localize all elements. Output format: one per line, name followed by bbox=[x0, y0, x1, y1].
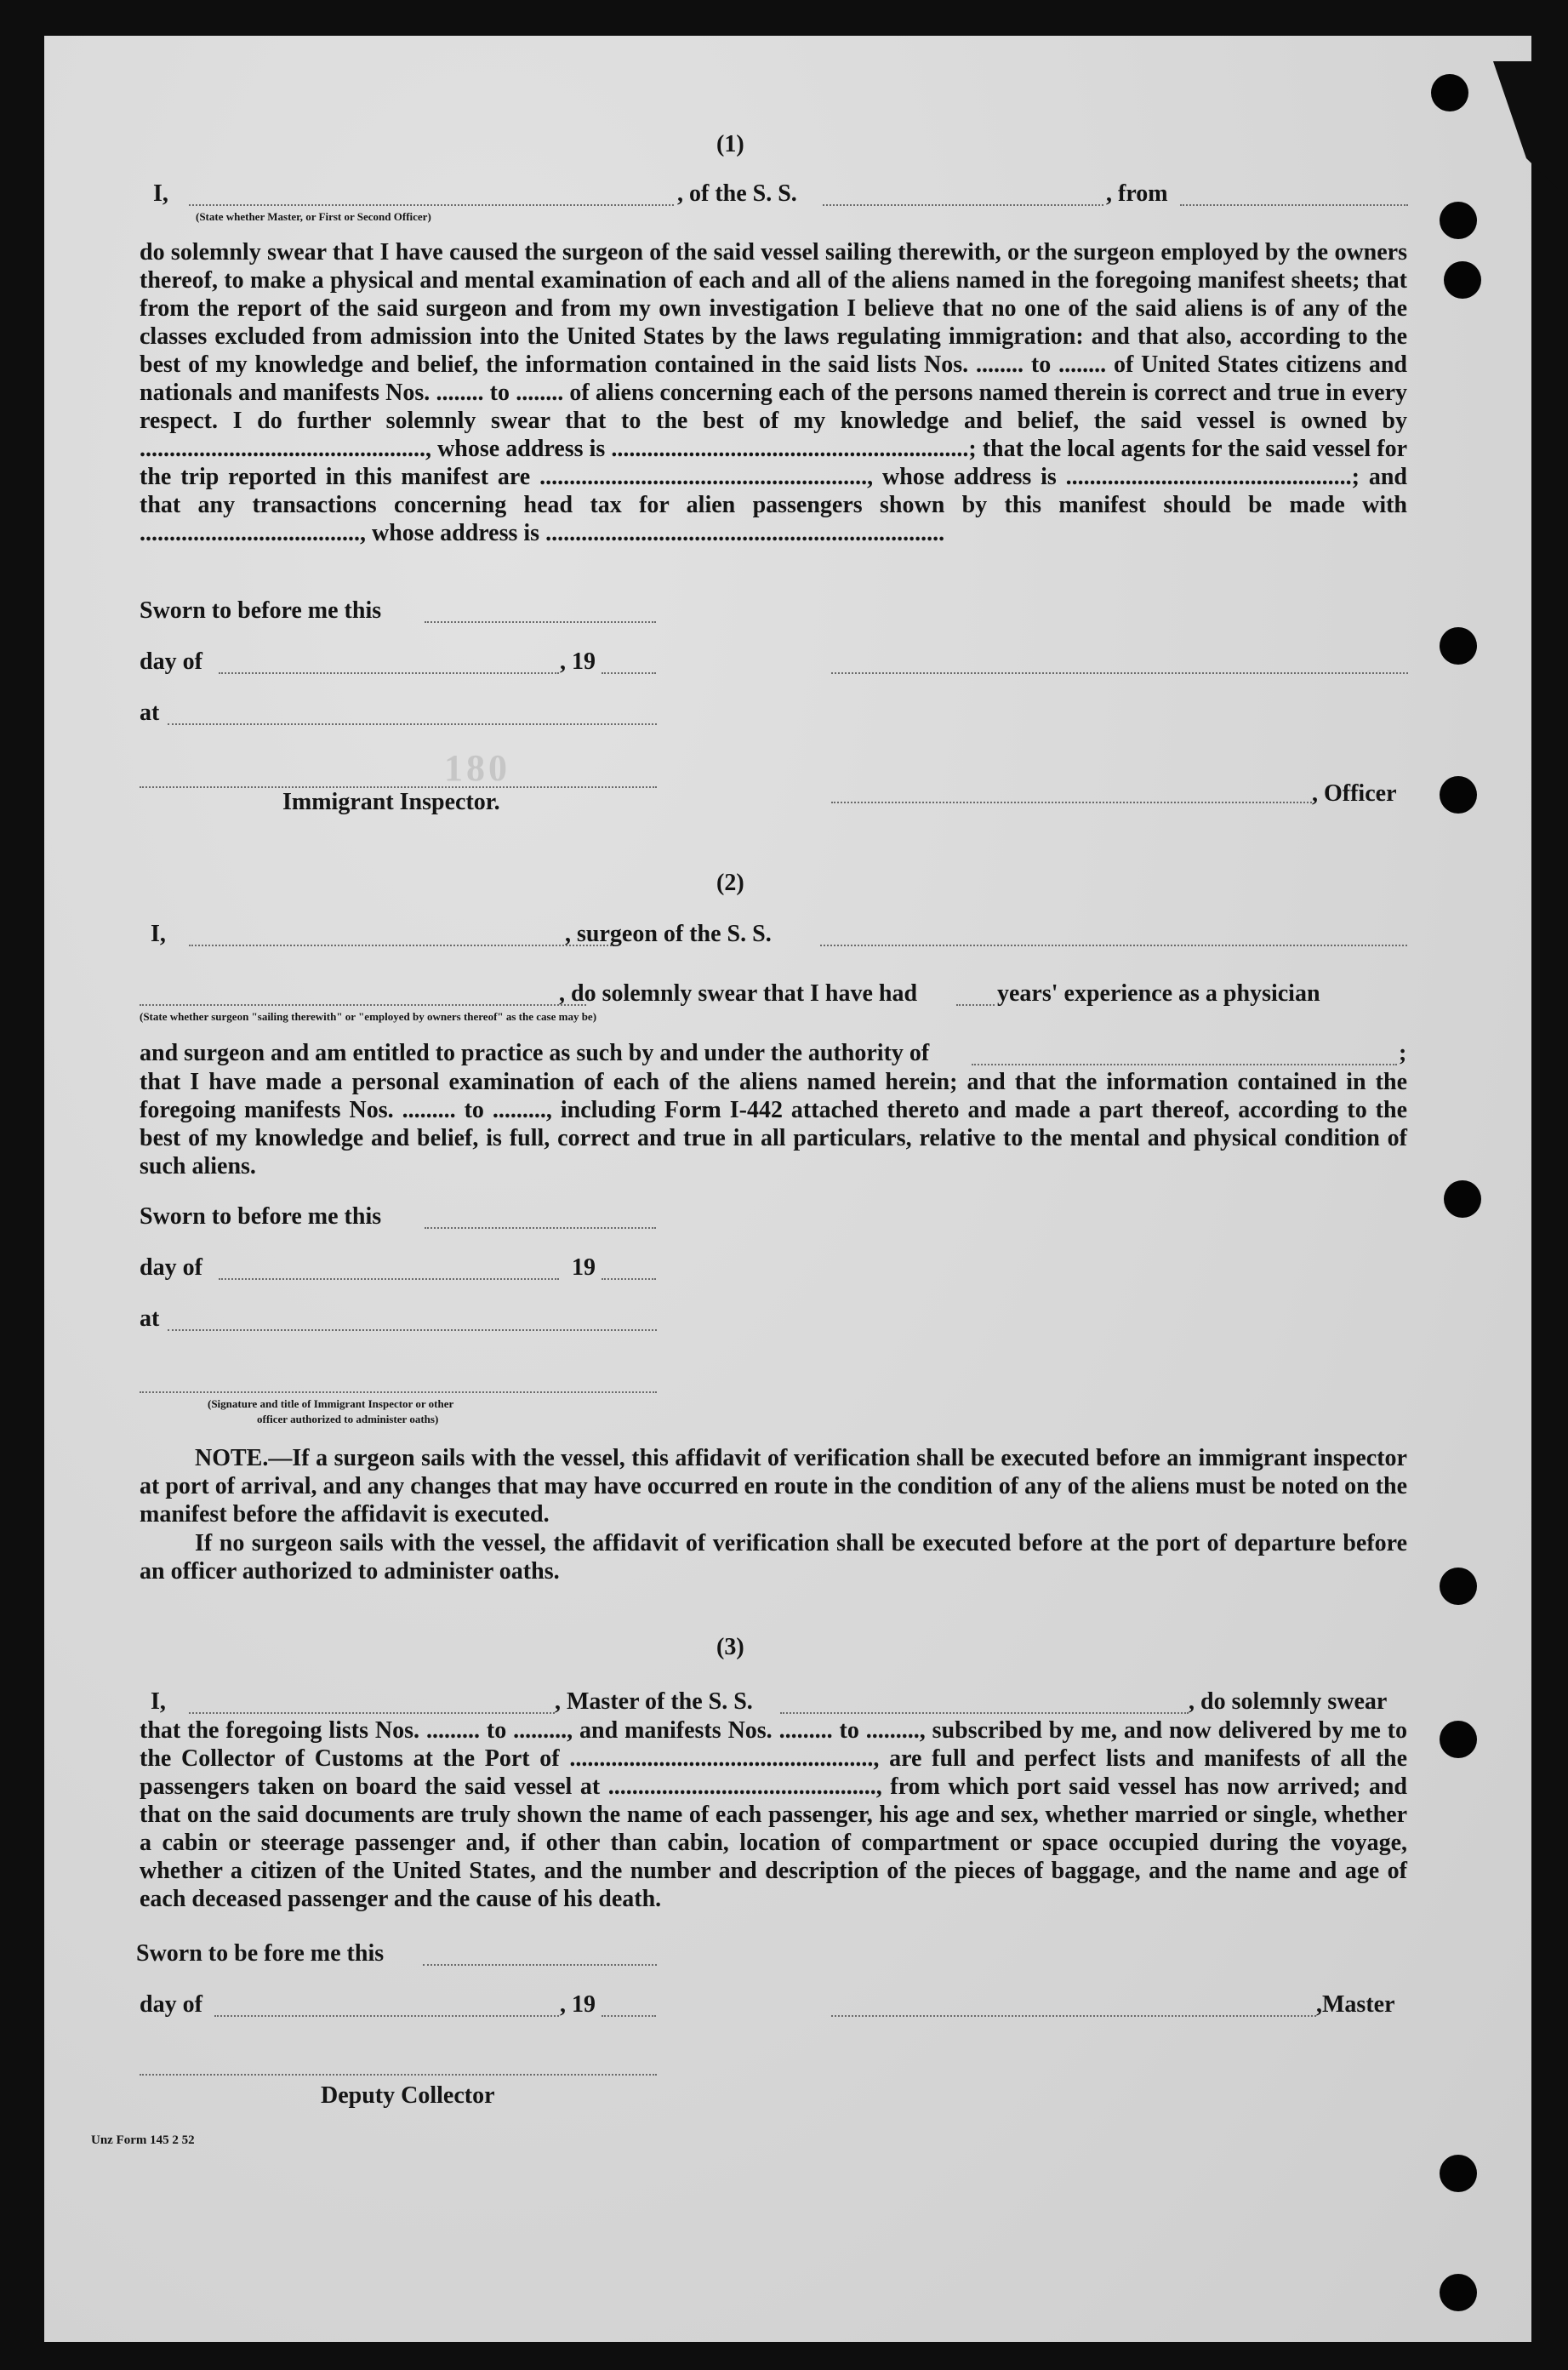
of-the-ss-label: , of the S. S. bbox=[677, 180, 797, 207]
officer-label: , Officer bbox=[1312, 780, 1397, 807]
deputy-collector-label: Deputy Collector bbox=[321, 2082, 495, 2109]
section-3-i: I, bbox=[151, 1688, 166, 1715]
torn-corner bbox=[1482, 61, 1568, 223]
surgeon-of-label: , surgeon of the S. S. bbox=[565, 921, 772, 947]
year-field-3[interactable] bbox=[602, 2015, 656, 2017]
punch-hole bbox=[1444, 261, 1481, 299]
section-1-number: (1) bbox=[716, 131, 744, 157]
year-field[interactable] bbox=[602, 672, 656, 674]
vessel-name-field-3[interactable] bbox=[780, 1712, 1189, 1714]
form-page bbox=[44, 36, 1531, 2342]
master-signature-line-3[interactable] bbox=[831, 2015, 1316, 2017]
faint-stamp: 180 bbox=[444, 747, 510, 789]
section-1-day-of: day of bbox=[140, 648, 202, 675]
month-field-3[interactable] bbox=[214, 2015, 559, 2017]
inspector-signature-line-2[interactable] bbox=[140, 1391, 657, 1393]
surgeon-status-field[interactable] bbox=[140, 1004, 586, 1006]
section-2-number: (2) bbox=[716, 870, 744, 896]
place-field-2[interactable] bbox=[168, 1329, 657, 1331]
section-2-at: at bbox=[140, 1305, 160, 1332]
section-1-year: , 19 bbox=[560, 648, 596, 675]
master-signature-line[interactable] bbox=[831, 672, 1408, 674]
section-3-year: , 19 bbox=[560, 1991, 596, 2018]
officer-signature-line[interactable] bbox=[831, 802, 1312, 803]
month-field-2[interactable] bbox=[219, 1278, 559, 1280]
section-2-day-of: day of bbox=[140, 1254, 202, 1281]
from-label: , from bbox=[1106, 180, 1168, 207]
swear-experience-label: , do solemnly swear that I have had bbox=[559, 980, 918, 1007]
signature-caption-line1: (Signature and title of Immigrant Inspector or other bbox=[208, 1397, 454, 1410]
section-1-sworn: Sworn to before me this bbox=[140, 597, 382, 624]
signature-caption-line2: officer authorized to administer oaths) bbox=[257, 1413, 439, 1425]
authority-semicolon: ; bbox=[1399, 1040, 1407, 1066]
sworn-day-field-3[interactable] bbox=[423, 1964, 657, 1966]
punch-hole bbox=[1440, 776, 1477, 814]
sworn-day-field-2[interactable] bbox=[425, 1227, 656, 1229]
deputy-signature-line[interactable] bbox=[140, 2074, 657, 2076]
master-of-label: , Master of the S. S. bbox=[555, 1688, 753, 1715]
section-1-i: I, bbox=[153, 180, 168, 207]
port-from-field[interactable] bbox=[1180, 204, 1408, 206]
years-experience-label: years' experience as a physician bbox=[997, 980, 1320, 1007]
punch-hole bbox=[1444, 1180, 1481, 1218]
surgeon-vessel-field[interactable] bbox=[820, 945, 1407, 946]
section-2-sworn: Sworn to before me this bbox=[140, 1203, 382, 1230]
section-3-body: that the foregoing lists Nos. ......... to ........., and manifests Nos. ......... to ........., subscribed by me, and now delivered by me to the Collector of Customs at the Port of ..................................................., are full and perfect lists and manifests of all the passengers taken on board the said vessel at ............................................., from which port said vessel has now arrived; and that on the said documents are truly shown the name of each passenger, his age and sex, whether married or single, whether a cabin or steerage passenger and, if other than cabin, location of compartment or space occupied during the voyage, whether a citizen of the United States, and the number and description of the pieces of baggage, and the name and age of each deceased passenger and the cause of his death. bbox=[140, 1717, 1407, 1912]
year-field-2[interactable] bbox=[602, 1278, 656, 1280]
punch-hole bbox=[1440, 2155, 1477, 2192]
master-label: ,Master bbox=[1316, 1991, 1395, 2018]
years-field[interactable] bbox=[956, 1004, 995, 1006]
note-paragraph-1: NOTE.—If a surgeon sails with the vessel, this affidavit of verification shall be executed before an immigrant inspector at port of arrival, and any changes that may have occurred en route in the condition of any of the aliens must be noted on the manifest before the affidavit is executed. bbox=[140, 1445, 1407, 1528]
section-2-year: 19 bbox=[572, 1254, 596, 1281]
section-3-sworn: Sworn to be fore me this bbox=[136, 1940, 385, 1967]
section-2-i: I, bbox=[151, 921, 166, 947]
punch-hole bbox=[1431, 74, 1468, 111]
vessel-name-field[interactable] bbox=[823, 204, 1103, 206]
sworn-day-field[interactable] bbox=[425, 621, 656, 623]
punch-hole bbox=[1440, 2274, 1477, 2311]
note-paragraph-2: If no surgeon sails with the vessel, the affidavit of verification shall be executed before at the port of departure before an officer authorized to administer oaths. bbox=[140, 1530, 1407, 1585]
section-1-caption: (State whether Master, or First or Second Officer) bbox=[196, 210, 431, 223]
authority-field[interactable] bbox=[972, 1064, 1397, 1065]
place-field[interactable] bbox=[168, 723, 657, 725]
month-field[interactable] bbox=[219, 672, 559, 674]
punch-hole bbox=[1440, 1721, 1477, 1758]
section-2-body: that I have made a personal examination of each of the aliens named herein; and that the information contained in the foregoing manifests Nos. ......... to ........., including Form I-442 attached thereto and made a part thereof, according to the best of my knowledge and belief, is full, correct and true in all particulars, relative to the mental and physical condition of such aliens. bbox=[140, 1069, 1407, 1179]
immigrant-inspector-label: Immigrant Inspector. bbox=[282, 789, 500, 815]
form-identifier: Unz Form 145 2 52 bbox=[91, 2133, 195, 2147]
section-3-number: (3) bbox=[716, 1634, 744, 1660]
surgeon-name-field[interactable] bbox=[189, 945, 614, 946]
section-1-at: at bbox=[140, 700, 160, 726]
punch-hole bbox=[1440, 1568, 1477, 1605]
officer-title-field[interactable] bbox=[189, 204, 674, 206]
solemnly-swear-label: , do solemnly swear bbox=[1189, 1688, 1388, 1715]
inspector-signature-line[interactable] bbox=[140, 786, 657, 788]
section-1-body: do solemnly swear that I have caused the surgeon of the said vessel sailing therewith, or the surgeon employed by the owners thereof, to make a physical and mental examination of each and all of the aliens named in the foregoing manifest sheets; that from the report of the said surgeon and from my own investigation I believe that no one of the said aliens is of any of the classes excluded from admission into the United States by the laws regulating immigration: and that also, according to the best of my knowledge and belief, the information contained in the said lists Nos. ........ to ........ of United States citizens and nationals and manifests Nos. ........ to ........ of aliens concerning each of the persons named therein is correct and true in every respect. I do further solemnly swear that to the best of my knowledge and belief, the said vessel is owned by ................................................, whose address is ............................................................; that the local agents for the said vessel for the trip reported in this manifest are ......................................................., whose address is ................................................; and that any transactions concerning head tax for alien passengers shown by this manifest should be made with ....................................., whose address is ................................................................... bbox=[140, 239, 1407, 546]
authority-label: and surgeon and am entitled to practice as such by and under the authority of bbox=[140, 1040, 930, 1066]
section-3-day-of: day of bbox=[140, 1991, 202, 2018]
punch-hole bbox=[1440, 627, 1477, 665]
punch-hole bbox=[1440, 202, 1477, 239]
section-2-caption: (State whether surgeon "sailing therewith" or "employed by owners thereof" as the case may be) bbox=[140, 1010, 597, 1023]
master-name-field[interactable] bbox=[189, 1712, 555, 1714]
